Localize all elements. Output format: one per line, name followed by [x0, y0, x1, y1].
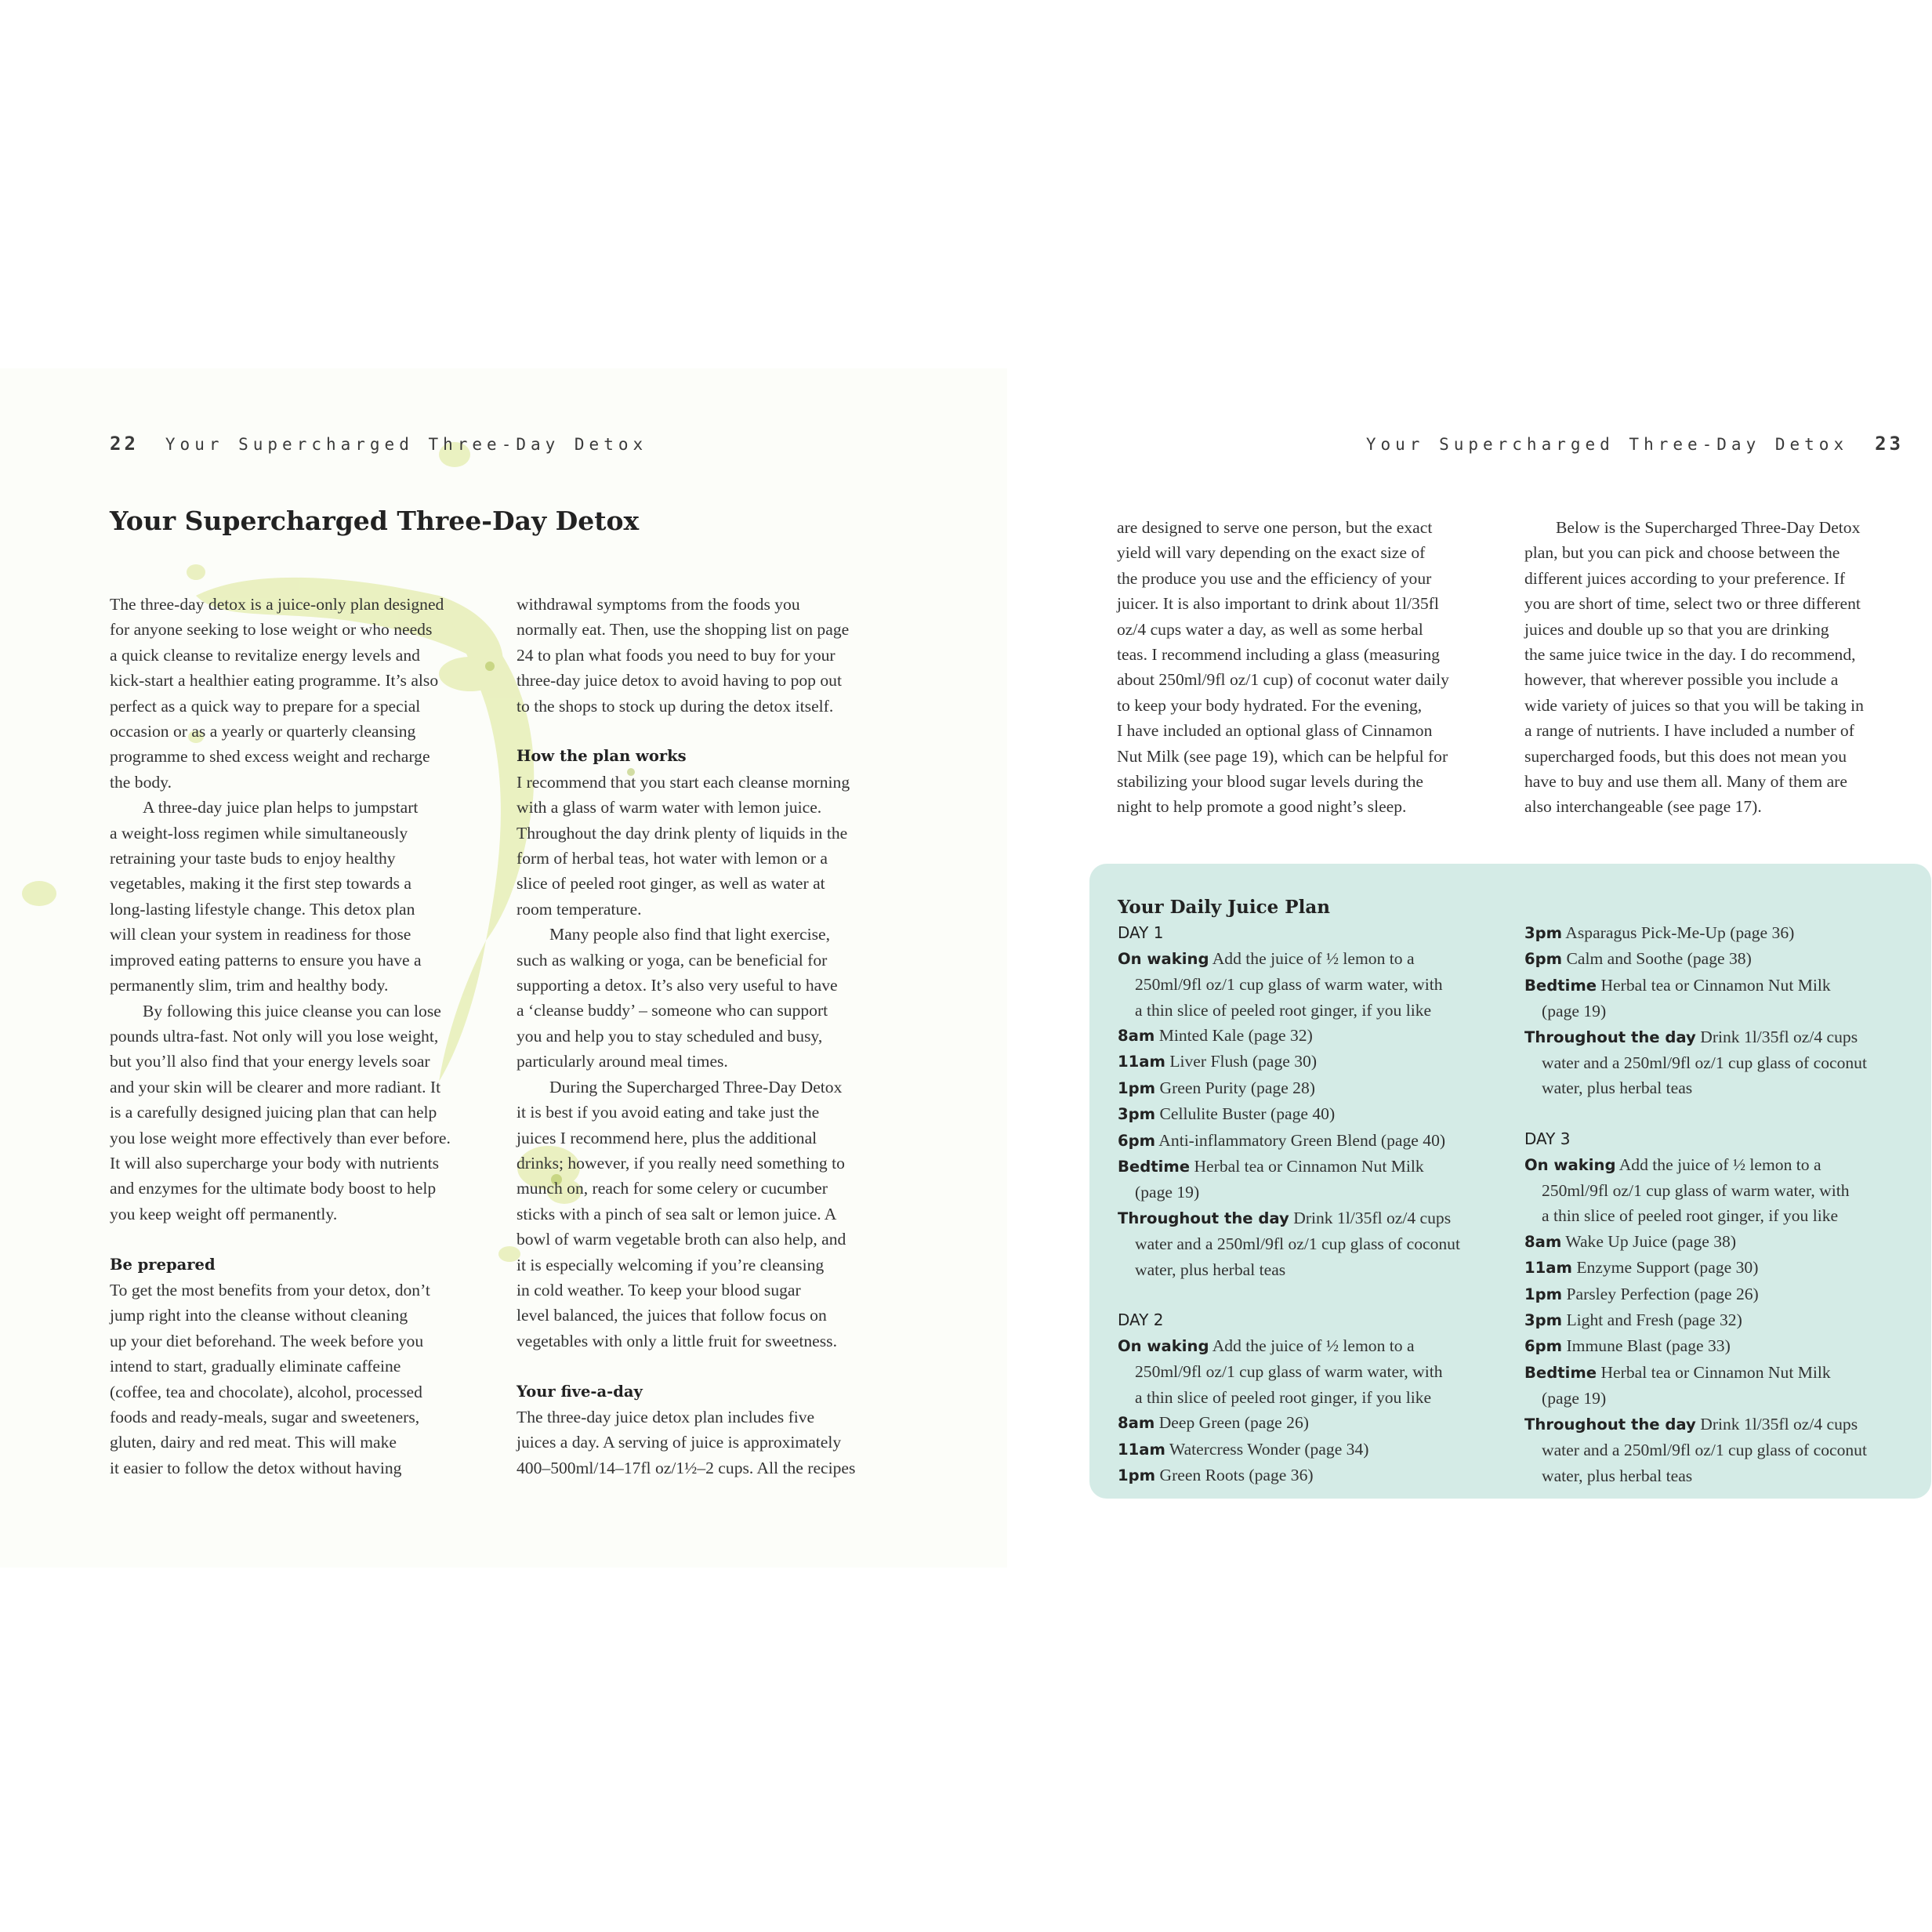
subheading-be-prepared: Be prepared [110, 1255, 216, 1274]
plan-entry-cont: 250ml/9fl oz/1 cup glass of warm water, with [1135, 975, 1443, 995]
text-line: jump right into the cleanse without cleaning [110, 1306, 408, 1325]
text-line: such as walking or yoga, can be beneficial for [517, 950, 828, 970]
text-line: up your diet beforehand. The week before you [110, 1331, 424, 1350]
day-3-label: DAY 3 [1524, 1129, 1571, 1149]
text-line: yield will vary depending on the exact size of [1117, 543, 1426, 563]
plan-entry: 1pm Green Roots (page 36) [1118, 1465, 1314, 1484]
subheading-how-the-plan-works: How the plan works [517, 747, 687, 766]
text-line: Throughout the day drink plenty of liquids in the [517, 823, 848, 843]
text-line: the produce you use and the efficiency of your [1117, 568, 1432, 588]
plan-title: Your Daily Juice Plan [1118, 897, 1330, 918]
text-line: It will also supercharge your body with nutrients [110, 1153, 440, 1173]
text-line: room temperature. [517, 899, 642, 919]
text-line: I have included an optional glass of Cinnamon [1117, 721, 1433, 741]
text-line: a range of nutrients. I have included a number of [1524, 721, 1854, 741]
text-line: programme to shed excess weight and recharge [110, 747, 430, 767]
text-line: gluten, dairy and red meat. This will make [110, 1433, 397, 1452]
text-line: will clean your system in readiness for those [110, 925, 411, 944]
text-line: a weight-loss regimen while simultaneously [110, 823, 408, 843]
day-2-label: DAY 2 [1118, 1310, 1164, 1330]
plan-entry: 8am Deep Green (page 26) [1118, 1413, 1309, 1433]
page-number-right: 23 [1875, 433, 1904, 455]
text-line: you and help you to stay scheduled and busy, [517, 1026, 823, 1046]
plan-entry-cont: water, plus herbal teas [1542, 1078, 1693, 1098]
plan-entry: 6pm Calm and Soothe (page 38) [1524, 949, 1752, 969]
plan-entry: Bedtime Herbal tea or Cinnamon Nut Milk [1524, 1362, 1831, 1382]
text-line: kick-start a healthier eating programme. It’s also [110, 671, 439, 691]
text-line: By following this juice cleanse you can lose [143, 1001, 441, 1020]
text-line: in cold weather. To keep your blood sugar [517, 1280, 801, 1299]
text-line: with a glass of warm water with lemon juice. [517, 798, 822, 817]
text-line: oz/4 cups water a day, as well as some herbal [1117, 619, 1423, 639]
text-line: wide variety of juices so that you will be taking in [1524, 695, 1864, 715]
plan-entry-cont: water and a 250ml/9fl oz/1 cup glass of coconut [1542, 1053, 1867, 1073]
plan-entry: Throughout the day Drink 1l/35fl oz/4 cups [1524, 1414, 1858, 1434]
text-line: permanently slim, trim and healthy body. [110, 976, 389, 995]
plan-entry: 11am Enzyme Support (page 30) [1524, 1258, 1759, 1278]
text-line: teas. I recommend including a glass (measuring [1117, 645, 1440, 665]
running-head-left [110, 433, 647, 455]
plan-entry: 3pm Asparagus Pick-Me-Up (page 36) [1524, 923, 1795, 942]
text-line: drinks; however, if you really need something to [517, 1153, 845, 1173]
plan-entry-cont: (page 19) [1135, 1183, 1200, 1202]
text-line: Below is the Supercharged Three-Day Detox [1556, 518, 1861, 537]
text-line: occasion or as a yearly or quarterly cleansing [110, 722, 416, 741]
text-line: juices and double up so that you are drinking [1524, 619, 1829, 639]
text-line: vegetables, making it the first step towards a [110, 874, 411, 894]
plan-entry: 8am Minted Kale (page 32) [1118, 1026, 1313, 1046]
text-line: stabilizing your blood sugar levels during the [1117, 772, 1424, 792]
page-number-left: 22 [110, 433, 139, 455]
text-line: a quick cleanse to revitalize energy levels and [110, 645, 420, 665]
text-line: bowl of warm vegetable broth can also help, and [517, 1230, 846, 1249]
plan-entry-cont: a thin slice of peeled root ginger, if you like [1135, 1387, 1432, 1407]
plan-column-2 [1524, 920, 1867, 1488]
plan-entry: 3pm Light and Fresh (page 32) [1524, 1310, 1742, 1330]
running-title-left: Your Supercharged Three-Day Detox [165, 435, 648, 454]
subheading-five-a-day: Your five-a-day [517, 1382, 643, 1401]
text-line: intend to start, gradually eliminate caffeine [110, 1357, 401, 1376]
text-line: also interchangeable (see page 17). [1524, 797, 1762, 817]
text-line: it is especially welcoming if you’re cleansing [517, 1255, 825, 1274]
text-line: improved eating patterns to ensure you have a [110, 950, 422, 970]
plan-entry: 8am Wake Up Juice (page 38) [1524, 1231, 1737, 1251]
plan-entry: Bedtime Herbal tea or Cinnamon Nut Milk [1118, 1157, 1424, 1176]
plan-entry: 6pm Immune Blast (page 33) [1524, 1336, 1731, 1356]
running-head-right [1366, 433, 1904, 455]
plan-entry: 11am Liver Flush (page 30) [1118, 1052, 1318, 1071]
text-line: about 250ml/9fl oz/1 cup) of coconut water daily [1117, 670, 1449, 690]
article-column-4 [1524, 515, 1864, 820]
article-column-1 [110, 592, 451, 1481]
plan-entry: On waking Add the juice of ½ lemon to a [1118, 1336, 1415, 1355]
plan-entry: 1pm Green Purity (page 28) [1118, 1078, 1315, 1097]
text-line: supercharged foods, but this does not mean you [1524, 746, 1847, 766]
text-line: three-day juice detox to avoid having to pop out [517, 671, 842, 691]
text-line: vegetables with only a little fruit for sweetness. [517, 1331, 837, 1350]
text-line: to keep your body hydrated. For the evening, [1117, 695, 1423, 715]
text-line: form of herbal teas, hot water with lemon or a [517, 849, 828, 868]
plan-entry-cont: water, plus herbal teas [1135, 1260, 1286, 1279]
text-line: however, that wherever possible you include a [1524, 670, 1839, 690]
plan-entry-cont: a thin slice of peeled root ginger, if you like [1542, 1206, 1839, 1226]
text-line: 24 to plan what foods you need to buy for your [517, 645, 836, 665]
plan-entry-cont: water, plus herbal teas [1542, 1466, 1693, 1485]
text-line: pounds ultra-fast. Not only will you lose weight, [110, 1026, 439, 1046]
article-title: Your Supercharged Three-Day Detox [110, 506, 640, 536]
text-line: The three-day detox is a juice-only plan designed [110, 595, 444, 614]
plan-entry: Bedtime Herbal tea or Cinnamon Nut Milk [1524, 975, 1831, 995]
text-line: juices I recommend here, plus the additional [517, 1128, 817, 1147]
text-line: I recommend that you start each cleanse morning [517, 772, 850, 792]
day-1-label: DAY 1 [1118, 923, 1164, 943]
article-column-3 [1117, 515, 1449, 820]
text-line: supporting a detox. It’s also very useful to have [517, 976, 838, 995]
text-line: munch on, reach for some celery or cucumber [517, 1179, 828, 1198]
text-line: and your skin will be clearer and more radiant. It [110, 1077, 441, 1096]
text-line: are designed to serve one person, but the exact [1117, 518, 1433, 537]
text-line: have to buy and use them all. Many of them are [1524, 772, 1847, 792]
text-line: slice of peeled root ginger, as well as water at [517, 874, 825, 894]
text-line: withdrawal symptoms from the foods you [517, 595, 800, 614]
plan-entry: Throughout the day Drink 1l/35fl oz/4 cups [1524, 1027, 1858, 1046]
plan-entry: 3pm Cellulite Buster (page 40) [1118, 1104, 1336, 1124]
text-line: sticks with a pinch of sea salt or lemon juice. A [517, 1204, 837, 1223]
plan-entry-cont: water and a 250ml/9fl oz/1 cup glass of coconut [1542, 1441, 1867, 1460]
text-line: you are short of time, select two or three different [1524, 594, 1861, 614]
text-line: perfect as a quick way to prepare for a special [110, 696, 421, 716]
text-line: you keep weight off permanently. [110, 1204, 338, 1223]
text-line: The three-day juice detox plan includes five [517, 1407, 815, 1426]
text-line: you lose weight more effectively than ever before. [110, 1128, 451, 1147]
plan-column-1 [1118, 895, 1460, 1488]
plan-entry-cont: (page 19) [1542, 1389, 1607, 1408]
plan-entry-cont: 250ml/9fl oz/1 cup glass of warm water, with [1542, 1181, 1850, 1201]
plan-entry-cont: water and a 250ml/9fl oz/1 cup glass of coconut [1135, 1234, 1460, 1254]
plan-entry: On waking Add the juice of ½ lemon to a [1524, 1154, 1821, 1174]
text-line: the body. [110, 772, 172, 792]
text-line: foods and ready-meals, sugar and sweeteners, [110, 1407, 420, 1426]
text-line: A three-day juice plan helps to jumpstart [143, 798, 419, 817]
text-line: level balanced, the juices that follow focus on [517, 1306, 827, 1325]
text-line: (coffee, tea and chocolate), alcohol, processed [110, 1382, 422, 1401]
text-line: is a carefully designed juicing plan that can help [110, 1103, 437, 1122]
plan-entry: Throughout the day Drink 1l/35fl oz/4 cups [1118, 1208, 1452, 1227]
text-line: but you’ll also find that your energy levels soar [110, 1052, 430, 1071]
text-line: normally eat. Then, use the shopping list on page [517, 620, 850, 640]
running-title-right: Your Supercharged Three-Day Detox [1365, 435, 1849, 454]
text-line: for anyone seeking to lose weight or who needs [110, 620, 433, 640]
plan-entry-cont: 250ml/9fl oz/1 cup glass of warm water, with [1135, 1362, 1443, 1382]
text-line: plan, but you can pick and choose between the [1524, 543, 1840, 563]
text-line: particularly around meal times. [517, 1052, 728, 1071]
text-line: the same juice twice in the day. I do recommend, [1524, 645, 1856, 665]
text-line: juices a day. A serving of juice is approximately [517, 1433, 842, 1452]
plan-entry: 1pm Parsley Perfection (page 26) [1524, 1284, 1759, 1303]
text-line: different juices according to your preference. If [1524, 568, 1846, 588]
text-line: to the shops to stock up during the detox itself. [517, 696, 834, 716]
text-line: and enzymes for the ultimate body boost to help [110, 1179, 437, 1198]
text-line: it easier to follow the detox without having [110, 1458, 402, 1477]
text-line: long-lasting lifestyle change. This detox plan [110, 899, 415, 919]
plan-entry: 11am Watercress Wonder (page 34) [1118, 1439, 1369, 1459]
plan-time: On waking [1118, 949, 1209, 968]
text-line: Nut Milk (see page 19), which can be helpful for [1117, 746, 1448, 766]
plan-entry-cont: a thin slice of peeled root ginger, if you like [1135, 1000, 1432, 1020]
text-line: Many people also find that light exercise, [549, 925, 830, 944]
plan-entry: 6pm Anti-inflammatory Green Blend (page 40) [1118, 1130, 1446, 1150]
text-line: During the Supercharged Three-Day Detox [549, 1077, 843, 1096]
text-line: a ‘cleanse buddy’ – someone who can support [517, 1001, 828, 1020]
text-line: To get the most benefits from your detox, don’t [110, 1280, 430, 1299]
text-line: it is best if you avoid eating and take just the [517, 1103, 820, 1122]
text-line: 400–500ml/14–17fl oz/1½–2 cups. All the recipes [517, 1458, 856, 1477]
text-line: night to help promote a good night’s sleep. [1117, 797, 1407, 817]
plan-entry-cont: (page 19) [1542, 1002, 1607, 1021]
plan-entry: On waking Add the juice of ½ lemon to a [1118, 948, 1415, 968]
text-line: retraining your taste buds to enjoy healthy [110, 849, 396, 868]
article-column-2 [517, 592, 855, 1481]
text-line: juicer. It is also important to drink about 1l/35fl [1117, 594, 1439, 614]
